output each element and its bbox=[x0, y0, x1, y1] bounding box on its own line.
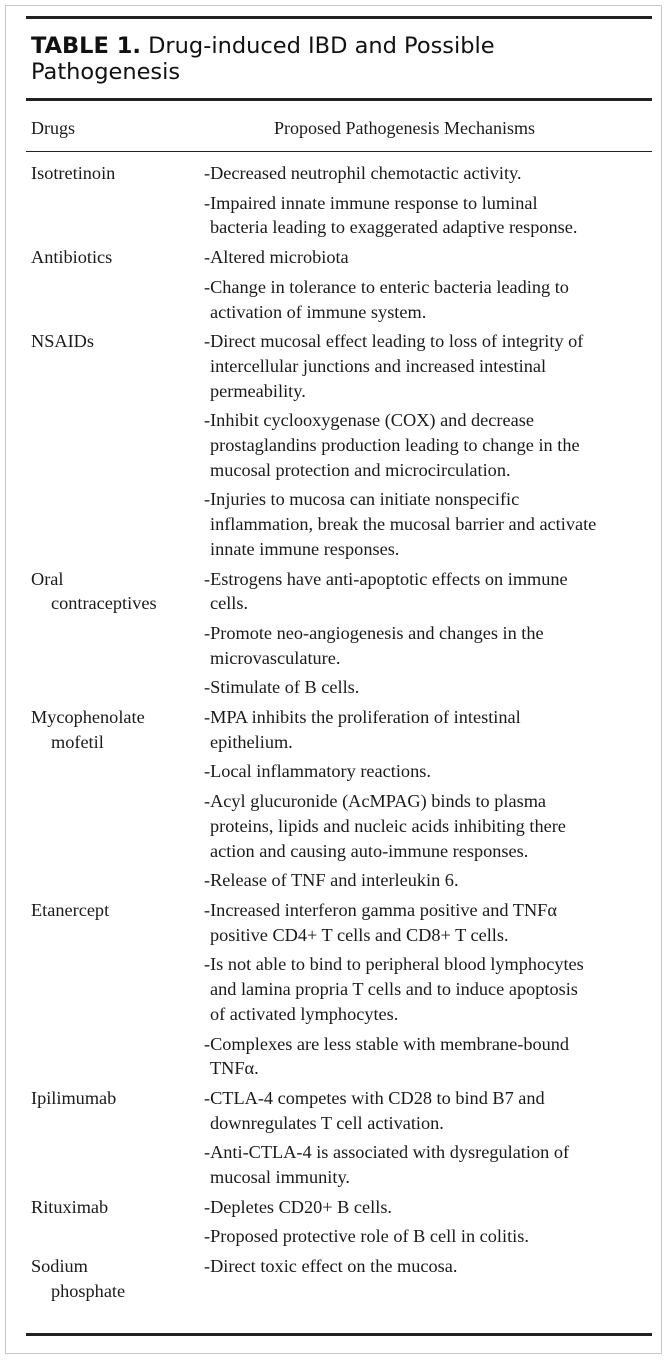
table-row bbox=[0, 1254, 669, 1303]
mechanism-item bbox=[204, 191, 656, 240]
column-header-drugs: Drugs bbox=[31, 118, 75, 138]
table-row bbox=[0, 161, 669, 240]
mechanism-item bbox=[204, 1195, 656, 1220]
table-body bbox=[0, 161, 669, 1309]
mechanism-line: -CTLA-4 competes with CD28 to bind B7 and bbox=[204, 1087, 545, 1108]
mechanism-line: -Direct mucosal effect leading to loss of integrity of bbox=[204, 331, 584, 352]
mechanism-line: -Release of TNF and interleukin 6. bbox=[204, 870, 459, 891]
mechanisms-cell bbox=[204, 161, 656, 240]
mechanism-line: prostaglandins production leading to change in the bbox=[210, 435, 580, 456]
mechanism-item bbox=[204, 1224, 656, 1249]
drug-name-line: Oral bbox=[31, 568, 64, 589]
mechanism-item bbox=[204, 1086, 656, 1135]
mechanism-item bbox=[204, 487, 656, 561]
mechanism-line: cells. bbox=[210, 593, 249, 614]
drug-name-line: Isotretinoin bbox=[31, 163, 116, 183]
mechanism-item bbox=[204, 759, 656, 784]
mechanism-item bbox=[204, 408, 656, 482]
drug-cell bbox=[0, 161, 204, 240]
drug-name-line: NSAIDs bbox=[31, 331, 94, 352]
mechanism-line: intercellular junctions and increased intestinal bbox=[210, 355, 547, 376]
drug-cell bbox=[0, 329, 204, 561]
mechanism-item bbox=[204, 868, 656, 893]
mechanism-line: downregulates T cell activation. bbox=[210, 1112, 444, 1133]
column-header-mechanisms: Proposed Pathogenesis Mechanisms bbox=[274, 118, 535, 138]
mechanism-line: of activated lymphocytes. bbox=[210, 1003, 399, 1024]
mechanisms-cell bbox=[204, 329, 656, 561]
drug-name-line: Mycophenolate bbox=[31, 707, 145, 728]
drug-name-line: Etanercept bbox=[31, 899, 110, 920]
mechanism-line: -Anti-CTLA-4 is associated with dysregulation of bbox=[204, 1142, 570, 1163]
mechanism-line: action and causing auto-immune responses. bbox=[210, 840, 529, 861]
mechanism-line: -Inhibit cyclooxygenase (COX) and decrease bbox=[204, 410, 534, 431]
mechanism-line: positive CD4+ T cells and CD8+ T cells. bbox=[210, 924, 509, 945]
mechanism-line: inflammation, break the mucosal barrier and activate bbox=[210, 514, 597, 535]
mechanism-line: microvasculature. bbox=[210, 647, 341, 668]
mechanism-item bbox=[204, 952, 656, 1026]
table-row bbox=[0, 329, 669, 561]
bottom-rule bbox=[26, 1333, 652, 1336]
table-row bbox=[0, 245, 669, 324]
mechanism-line: -Complexes are less stable with membrane-bound bbox=[204, 1033, 570, 1054]
mechanism-item bbox=[204, 1032, 656, 1081]
table-row bbox=[0, 1195, 669, 1249]
mechanism-line: -Impaired innate immune response to luminal bbox=[204, 192, 538, 213]
mechanism-line: -Estrogens have anti-apoptotic effects on immune bbox=[204, 568, 568, 589]
table-number: TABLE 1. bbox=[31, 33, 141, 59]
title-rule bbox=[26, 98, 652, 101]
drug-cell bbox=[0, 1195, 204, 1249]
mechanism-line: -Proposed protective role of B cell in colitis. bbox=[204, 1226, 529, 1247]
drug-name-line: phosphate bbox=[51, 1280, 126, 1301]
mechanism-line: -Local inflammatory reactions. bbox=[204, 761, 431, 782]
mechanism-item bbox=[204, 275, 656, 324]
mechanisms-cell bbox=[204, 1254, 656, 1303]
mechanism-line: -Increased interferon gamma positive and TNFα bbox=[204, 899, 557, 920]
mechanism-line: -Promote neo-angiogenesis and changes in the bbox=[204, 622, 544, 643]
drug-name-line: Antibiotics bbox=[31, 247, 113, 268]
table-caption: Drug-induced IBD and Possible Pathogenesis bbox=[31, 33, 495, 85]
mechanism-line: and lamina propria T cells and to induce apoptosis bbox=[210, 979, 578, 1000]
mechanism-line: epithelium. bbox=[210, 731, 293, 752]
top-rule bbox=[26, 16, 652, 19]
mechanisms-cell bbox=[204, 245, 656, 324]
drug-name-line: Ipilimumab bbox=[31, 1087, 117, 1108]
drug-name-line: Sodium bbox=[31, 1256, 88, 1277]
drug-cell bbox=[0, 1086, 204, 1190]
mechanism-line: -Injuries to mucosa can initiate nonspecific bbox=[204, 489, 520, 510]
mechanism-line: innate immune responses. bbox=[210, 538, 400, 559]
mechanism-line: -Direct toxic effect on the mucosa. bbox=[204, 1256, 458, 1277]
mechanism-item bbox=[204, 898, 656, 947]
mechanism-item bbox=[204, 705, 656, 754]
mechanism-item bbox=[204, 789, 656, 863]
mechanisms-cell bbox=[204, 567, 656, 701]
mechanisms-cell bbox=[204, 1086, 656, 1190]
mechanism-item bbox=[204, 1140, 656, 1189]
mechanisms-cell bbox=[204, 705, 656, 893]
mechanism-line: mucosal immunity. bbox=[210, 1167, 350, 1188]
drug-name-line: mofetil bbox=[51, 731, 104, 752]
table-row bbox=[0, 1086, 669, 1190]
mechanism-item bbox=[204, 329, 656, 403]
mechanism-item bbox=[204, 245, 656, 270]
drug-cell bbox=[0, 1254, 204, 1303]
mechanism-line: -Decreased neutrophil chemotactic activity. bbox=[204, 163, 522, 183]
drug-name-line: contraceptives bbox=[51, 593, 157, 614]
mechanism-line: -Is not able to bind to peripheral blood lymphocytes bbox=[204, 954, 584, 975]
drug-name-line: Rituximab bbox=[31, 1196, 109, 1217]
table-row bbox=[0, 898, 669, 1081]
mechanism-item bbox=[204, 1254, 656, 1279]
mechanism-line: mucosal protection and microcirculation. bbox=[210, 459, 511, 480]
mechanism-line: -Stimulate of B cells. bbox=[204, 677, 360, 698]
mechanism-line: permeability. bbox=[210, 380, 306, 401]
drug-cell bbox=[0, 567, 204, 701]
mechanism-line: -Acyl glucuronide (AcMPAG) binds to plasma bbox=[204, 791, 547, 812]
mechanism-line: -Depletes CD20+ B cells. bbox=[204, 1196, 393, 1217]
table-row bbox=[0, 705, 669, 893]
mechanism-line: -Change in tolerance to enteric bacteria leading to bbox=[204, 276, 569, 297]
mechanism-line: bacteria leading to exaggerated adaptive response. bbox=[210, 217, 578, 238]
mechanism-item bbox=[204, 567, 656, 616]
mechanism-line: -Altered microbiota bbox=[204, 247, 349, 268]
mechanism-line: TNFα. bbox=[210, 1058, 259, 1079]
mechanism-item bbox=[204, 621, 656, 670]
mechanism-line: -MPA inhibits the proliferation of intestinal bbox=[204, 707, 521, 728]
mechanisms-cell bbox=[204, 898, 656, 1081]
table-row bbox=[0, 567, 669, 701]
mechanism-item bbox=[204, 161, 656, 186]
mechanism-item bbox=[204, 675, 656, 700]
table-title bbox=[31, 33, 631, 85]
drug-cell bbox=[0, 898, 204, 1081]
header-rule bbox=[26, 151, 652, 152]
drug-cell bbox=[0, 245, 204, 324]
drug-cell bbox=[0, 705, 204, 893]
mechanism-line: activation of immune system. bbox=[210, 301, 427, 322]
mechanism-line: proteins, lipids and nucleic acids inhibiting there bbox=[210, 815, 566, 836]
mechanisms-cell bbox=[204, 1195, 656, 1249]
